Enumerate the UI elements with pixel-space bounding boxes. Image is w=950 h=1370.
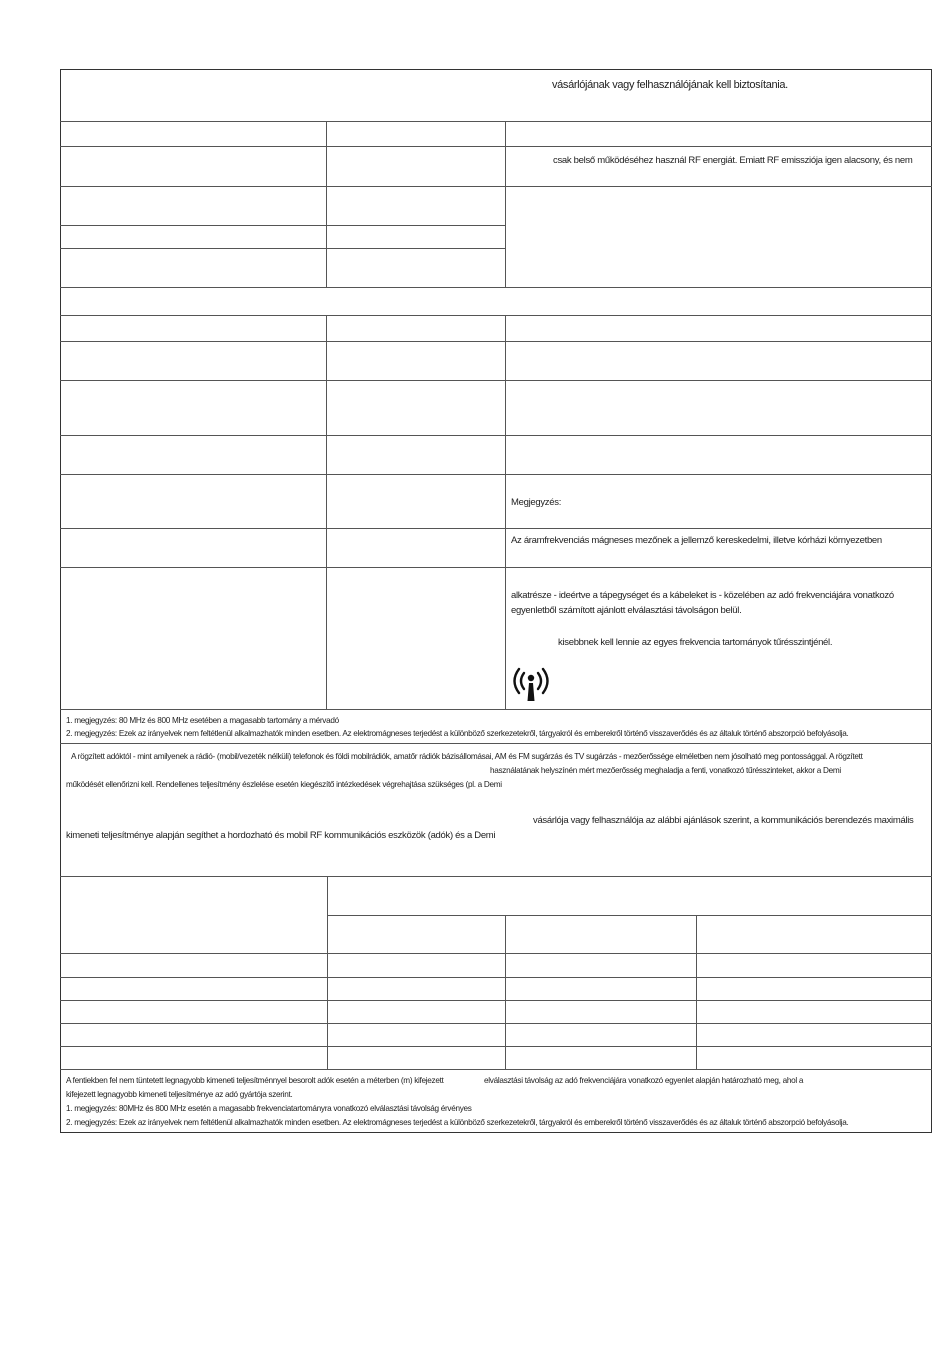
paragraph-line-3: működését ellenőrizni kell. Rendellenes teljesítmény észlelése esetén kiegészítő intézkedések végrehajtása szükséges (pl. a Demi xyxy=(66,780,502,789)
immunity-footnote-1: 1. megjegyzés: 80 MHz és 800 MHz esetében a magasabb tartomány a mérvadó xyxy=(66,716,339,725)
emc-guidance-frame xyxy=(60,69,932,1133)
distance-note-1a: A fentiekben fel nem tüntetett legnagyobb kimeneti teljesítménnyel besorolt adók esetén a méterben (m) kifejezett xyxy=(66,1076,444,1085)
distance-note-1b: elválasztási távolság az adó frekvenciájára vonatkozó egyenlet alapján határozható meg, ahol a xyxy=(484,1076,804,1085)
paragraph-line-4: vásárlója vagy felhasználója az alábbi ajánlások szerint, a kommunikációs berendezés maximális xyxy=(533,815,914,826)
rf-emission-text: csak belső működéséhez használ RF energiát. Emiatt RF emissziója igen alacsony, és nem xyxy=(553,155,913,166)
emissions-header-text: vásárlójának vagy felhasználójának kell biztosítania. xyxy=(552,79,788,91)
paragraph-line-1: A rögzített adóktól - mint amilyenek a rádió- (mobil/vezeték nélküli) telefonok és földi mobilrádiók, amatőr rádiók bázisállomásai, AM és FM sugárzás és TV sugárzás - mezőerőssége elméletben nem jósolható meg pontossággal. A rögzített xyxy=(71,752,863,761)
field-strength-text: kisebbnek kell lennie az egyes frekvencia tartományok tűrésszintjénél. xyxy=(558,637,833,648)
distance-note-3: 1. megjegyzés: 80MHz és 800 MHz esetén a magasabb frekvenciatartományra vonatkozó elválasztási távolság érvényes xyxy=(66,1104,472,1113)
distance-note-2: kifejezett legnagyobb kimeneti teljesítménye az adó gyártója szerint. xyxy=(66,1090,293,1099)
distance-note-4: 2. megjegyzés: Ezek az irányelvek nem feltétlenül alkalmazhatók minden esetben. Az elektromágneses terjedést a különböző szerkezetekről, tárgyakról és emberekről történő visszaverődés és az általuk történő abszorpció befolyásolja. xyxy=(66,1118,849,1127)
immunity-footnote-2: 2. megjegyzés: Ezek az irányelvek nem feltétlenül alkalmazhatók minden esetben. Az elektromágneses terjedést a különböző szerkezetekről, tárgyakról és emberekről történő visszaverődés és az általuk történő abszorpció befolyásolja. xyxy=(66,729,849,738)
separation-text-2: egyenletből számított ajánlott elválasztási távolságon belül. xyxy=(511,605,742,616)
paragraph-line-2: használatának helyszínén mért mezőerősség meghaladja a fenti, vonatkozó tűrésszinteket, akkor a Demi xyxy=(490,766,841,775)
note-label: Megjegyzés: xyxy=(511,497,562,508)
non-ionizing-radiation-icon xyxy=(509,664,553,704)
magnetic-field-text: Az áramfrekvenciás mágneses mezőnek a jellemző kereskedelmi, illetve kórházi környezetben xyxy=(511,535,882,546)
paragraph-line-5: kimeneti teljesítménye alapján segíthet a hordozható és mobil RF kommunikációs eszközök (adók) és a Demi xyxy=(66,830,496,841)
separation-text-1: alkatrésze - ideértve a tápegységet és a kábeleket is - közelében az adó frekvenciájára vonatkozó xyxy=(511,590,894,601)
